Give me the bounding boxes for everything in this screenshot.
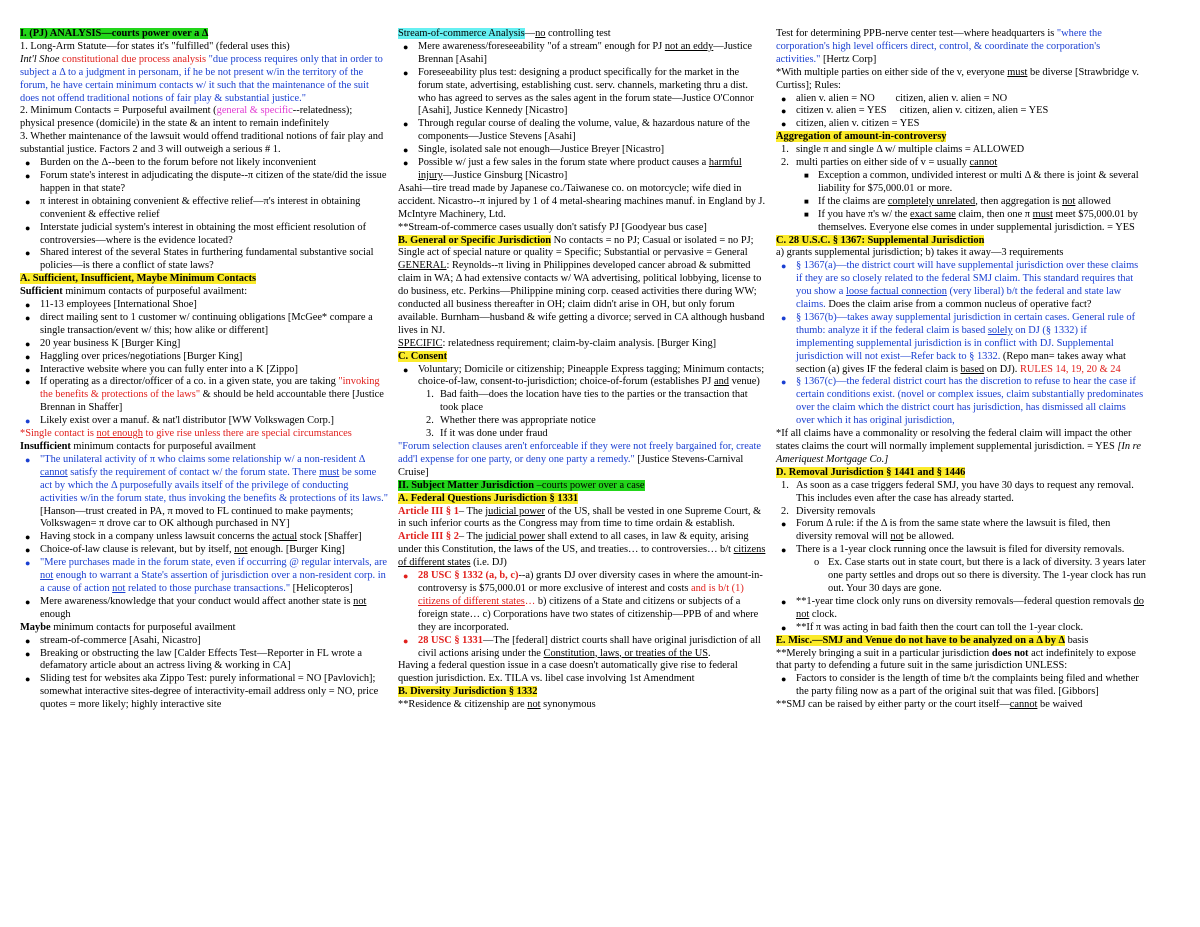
fair-play-paragraph: 3. Whether maintenance of the lawsuit would offend traditional notions of fair play and substantial justice. Factors 2 and 3 will outweigh a serious # 1. <box>20 131 384 156</box>
list-item: ● 28 USC § 1332 (a, b, c)--a) grants DJ over diversity cases in where the amount-in-controversy is $75,000.01 or more exclusive of interest and costs and is b/t (1) citizens of different states… b) citizens of a State and citizens or subjects of a foreign state… c) Corporations have two states of citizenship—PPB of and where they are incorporated. <box>403 570 763 633</box>
consent-list <box>398 364 766 390</box>
list-item: ● Burden on the Δ--been to the forum before not likely inconvenient <box>25 157 317 169</box>
supplemental-list <box>776 260 1146 428</box>
list-item: ● Possible w/ just a few sales in the forum state where product causes a harmful injury—Justice Ginsburg [Nicastro] <box>403 157 742 181</box>
nerve-center-test: Test for determining PPB-nerve center test—where headquarters is "where the corporation's high level officers direct, control, & coordinate the corporation's activities." [Hertz Corp] <box>776 28 1102 65</box>
list-item: ● Breaking or obstructing the law [Calder Effects Test—Reporter in FL wrote a defamatory article about an actress living & working in CA] <box>25 647 362 672</box>
list-item: 3. If it was done under fraud <box>426 428 548 440</box>
maybe-list <box>20 635 388 712</box>
multiple-parties-note: *With multiple parties on either side of the v, everyone must be diverse [Strawbridge v. Curtiss]; Rules: <box>776 66 1139 91</box>
supplemental-intro: a) grants supplemental jurisdiction; b) takes it away—3 requirements <box>776 247 1064 259</box>
list-item: ● Forum Δ rule: if the Δ is from the same state where the lawsuit is filed, then diversity removal will not be allowed. <box>781 518 1111 543</box>
minimum-contacts: 2. Minimum Contacts = Purposeful availment (general & specific--relatedness); physical presence (domicile) in the state & an intent to remain indefinitely <box>20 105 353 130</box>
list-item: ● Foreseeability plus test: designing a product specifically for the market in the forum state, advertising, establishing cust. serv. channels, marketing thru a dist. who has agreed to serves as the sales agent in the forum state—Justice O'Connor [Asahi], Justice Kennedy [Nicastro] <box>403 66 754 117</box>
asahi-nicastro-facts: Asahi—tire tread made by Japanese co./Taiwanese co. on motorcycle; wife died in accident. Nicastro--π injured by 1 of 4 metal-shearing machines manuf. in England by J. McIntyre Machinery, Ltd. <box>398 182 766 220</box>
list-item: ● alien v. alien = NO citizen, alien v. alien = NO <box>781 92 1008 104</box>
list-item: ■ If the claims are completely unrelated, then aggregation is not allowed <box>804 195 1111 207</box>
maybe-heading: Maybe minimum contacts for purposeful availment <box>20 621 236 633</box>
intl-shoe-paragraph: Int'l Shoe constitutional due process analysis "due process requires only that in order to subject a Δ to a judgment in personam, if he be not present w/in the territory of the forum, he have certain minimum contacts w/ it such that the maintenance of the suit does not offend traditional notions of fair play & substantial justice." <box>20 53 383 104</box>
list-item: ● Mere awareness/foreseeability "of a stream" enough for PJ not an eddy—Justice Brennan [Asahi] <box>403 40 752 65</box>
list-item: ● "Mere purchases made in the forum state, even if occurring @ regular intervals, are not enough to warrant a State's assertion of jurisdiction over a non-resident corp. in a cause of action not related to those purchase transactions." [Helicopteros] <box>25 557 388 594</box>
insufficient-heading: Insufficient minimum contacts for purposeful availment <box>20 441 256 452</box>
list-item: ● **1-year time clock only runs on diversity removals—federal question removals do not clock. <box>781 595 1144 620</box>
factors-list <box>20 157 388 273</box>
removal-list <box>776 480 1146 519</box>
federal-question-heading: A. Federal Questions Jurisdiction § 1331 <box>398 492 579 504</box>
list-item: ● Interstate judicial system's interest in obtaining the most efficient resolution of controversies—where is the evidence located? <box>25 221 367 246</box>
list-item: ● Having stock in a company unless lawsuit concerns the actual stock [Shaffer] <box>25 531 362 543</box>
list-item: ● 28 USC § 1331—The [federal] district courts shall have original jurisdiction of all civil actions arising under the Constitution, laws, or treaties of the US. <box>403 634 761 659</box>
smj-heading: II. Subject Matter Jurisdiction –courts power over a case <box>398 479 645 491</box>
specific-jurisdiction: SPECIFIC: relatedness requirement; claim-by-claim analysis. [Burger King] <box>398 337 717 349</box>
removal-sublist <box>776 518 1146 634</box>
list-item: ● If operating as a director/officer of a co. in a given state, you are taking "invoking the benefits & protections of the laws" & should be held accountable there [Justice Brennan in Shaffer] <box>25 376 384 414</box>
column-1 <box>20 28 388 712</box>
consent-sublist <box>398 389 766 441</box>
list-item: ● Forum state's interest in adjudicating the dispute--π citizen of the state/did the issue happen in that state? <box>25 169 387 194</box>
column-3 <box>776 28 1146 712</box>
list-item: ● Shared interest of the several States in furthering fundamental substantive social policies—is there a conflict of state laws? <box>25 247 374 272</box>
list-item: ● 11-13 employees [International Shoe] <box>25 299 197 311</box>
list-item: ● citizen v. alien = YES citizen, alien v. citizen, alien = YES <box>781 105 1049 117</box>
supplemental-heading: C. 28 U.S.C. § 1367: Supplemental Jurisdiction <box>776 234 985 246</box>
list-item: ● Single, isolated sale not enough—Justice Breyer [Nicastro] <box>403 144 665 156</box>
list-item: ● Haggling over prices/negotiations [Burger King] <box>25 350 243 362</box>
general-jurisdiction: GENERAL: Reynolds--π living in Philippines developed cancer abroad & submitted claim in WA; Δ had extensive contacts w/ WA advertising, political lobbying, license to do business, etc. Perkins—Philippine mining corp. ceased activities there during WW; conducted all business thereafter in OH; claim didn't arise in OH, but only forum available. Burnham—husband & wife getting a divorce; served in CA although husband lives in NJ. <box>398 260 765 336</box>
list-item: ● § 1367(a)—the district court will have supplemental jurisdiction over these claims if they are so closely related to the federal SMJ claim. This standard requires that you show a loose factual connection (very liberal) b/t the federal and state law claims. Does the claim arise from a common nucleus of operative fact? <box>781 260 1139 311</box>
aggregation-heading: Aggregation of amount-in-controversy <box>776 131 947 143</box>
list-item: ● § 1367(c)—the federal district court has the discretion to refuse to hear the case if certain conditions exist. (novel or complex issues, claim substantially predominates over the claim which the district court has jurisdiction, has dismissed all claims over which it has original jurisdiction, <box>781 376 1144 427</box>
list-item: 2. Whether there was appropriate notice <box>426 415 596 427</box>
list-item: ● Voluntary; Domicile or citizenship; Pineapple Express tagging; Minimum contacts; choice-of-law, consent-to-jurisdiction; choice-of-forum (establishes PJ and venue) <box>403 363 765 388</box>
list-item: 1. Bad faith—does the location have ties to the parties or the transaction that took place <box>426 389 748 414</box>
column-2 <box>398 28 766 712</box>
section-heading-pj-analysis: I. (PJ) ANALYSIS—courts power over a Δ <box>20 28 209 39</box>
list-item: 2. Diversity removals <box>781 505 876 517</box>
federal-question-note: Having a federal question issue in a case doesn't automatically give rise to federal question jurisdiction. Ex. TILA vs. libel case involving 1st Amendment <box>398 660 738 685</box>
merely-bringing-suit: **Merely bringing a suit in a particular jurisdiction does not act indefinitely to expose that party to defending a future suit in the same jurisdiction UNLESS: <box>776 647 1136 672</box>
section-heading-min-contacts: A. Sufficient, Insufficient, Maybe Minimum Contacts <box>20 273 257 285</box>
removal-heading: D. Removal Jurisdiction § 1441 and § 1446 <box>776 466 966 478</box>
stream-of-commerce-note: **Stream-of-commerce cases usually don't satisfy PJ [Goodyear bus case] <box>398 221 707 233</box>
insufficient-list <box>20 454 388 622</box>
list-item: 1. As soon as a case triggers federal SMJ, you have 30 days to request any removal. This includes even after the case has already started. <box>781 479 1134 504</box>
single-contact-note: *Single contact is not enough to give rise unless there are special circumstances <box>20 428 352 440</box>
list-item: ● Sliding test for websites aka Zippo Test: purely informational = NO [Pavlovich]; somewhat interactive sites-degree of interactivity-email address only = NO, price quotes = more likely; highly interactive site <box>25 673 379 711</box>
list-item: ● Factors to consider is the length of time b/t the complaints being filed and whether the party filing now as a part of the original suit that was filed. [Gibbors] <box>781 673 1139 698</box>
statute-list <box>398 570 766 660</box>
list-item: ■ If you have π's w/ the exact same claim, then one π must meet $75,000.01 by themselves. Everyone else comes in under supplemental jurisdiction. = YES <box>804 208 1138 233</box>
forum-selection-quote: "Forum selection clauses aren't enforceable if they were not freely bargained for, create add'l expense for one party, or deny one party a remedy." [Justice Stevens-Carnival Cruise] <box>398 441 761 478</box>
list-item: 2. multi parties on either side of v = usually cannot <box>781 157 998 169</box>
list-item: o Ex. Case starts out in state court, but there is a lack of diversity. 3 years later one party settles and drops out so there is diversity. The 1-year clock has run out. Your 30 days are gone. <box>814 557 1146 594</box>
list-item: ● 20 year business K [Burger King] <box>25 337 181 349</box>
list-item: ● direct mailing sent to 1 customer w/ continuing obligations [McGee* compare a single transaction/event w/ this; how alike or different] <box>25 311 373 336</box>
list-item: ● citizen, alien v. citizen = YES <box>781 118 920 130</box>
residence-note: **Residence & citizenship are not synonymous <box>398 699 596 711</box>
diversity-rules-list <box>776 93 1146 132</box>
misc-heading: E. Misc.—SMJ and Venue do not have to be analyzed on a Δ by Δ basis <box>776 634 1089 646</box>
list-item: ● Through regular course of dealing the volume, value, & hazardous nature of the components—Justice Stevens [Asahi] <box>403 118 750 143</box>
list-item: ● There is a 1-year clock running once the lawsuit is filed for diversity removals. <box>781 544 1125 556</box>
smj-waiver-note: **SMJ can be raised by either party or the court itself—cannot be waived <box>776 699 1083 711</box>
list-item: ● Choice-of-law clause is relevant, but by itself, not enough. [Burger King] <box>25 544 345 556</box>
list-item: ● Interactive website where you can fully enter into a K [Zippo] <box>25 363 298 375</box>
article-iii-sec2: Article III § 2– The judicial power shall extend to all cases, in law & equity, arising under this Constitution, the laws of the US, and treaties… to controversies… b/t citizens of different states (i.e. DJ) <box>398 531 766 569</box>
sufficient-heading: Sufficient minimum contacts of purposeful availment: <box>20 286 248 298</box>
list-item: ● § 1367(b)—takes away supplemental jurisdiction in certain cases. General rule of thumb: analyze it if the federal claim is based solely on DJ (§ 1332) if implementing supplemental jurisdiction is in conflict with DJ. Supplemental jurisdiction will not exist—Refer back to § 1332. (Repo man= takes away what section (a) gives IF the federal claim is based on DJ). RULES 14, 19, 20 & 24 <box>781 311 1136 375</box>
general-specific-heading: B. General or Specific Jurisdiction No contacts = no PJ; Casual or isolated = no PJ; Single act of special nature or quality = Specific; Substantial or pervasive = General <box>398 234 754 259</box>
list-item: ● π interest in obtaining convenient & effective relief—π's interest in obtaining convenient & effective relief <box>25 195 361 220</box>
diversity-heading: B. Diversity Jurisdiction § 1332 <box>398 686 538 698</box>
article-iii-sec1: Article III § 1– The judicial power of the US, shall be vested in one Supreme Court, & in such inferior courts as the Congress may from time to time ordain & establish. <box>398 505 762 530</box>
list-item: ■ Exception a common, undivided interest or multi Δ & there is joint & several liability for $75,000.01 or more. <box>804 169 1139 194</box>
stream-of-commerce-heading: Stream-of-commerce Analysis—no controlling test <box>398 28 611 39</box>
consent-heading: C. Consent <box>398 350 448 362</box>
list-item: ● "The unilateral activity of π who claims some relationship w/ a non-resident Δ cannot satisfy the requirement of contact w/ the forum state. There must be some act by which the Δ purposefully avails itself of the privilege of conducting activities w/in the forum state, thus invoking the benefits & protections of its laws." [Hanson—trust created in PA, π moved to FL continued to make payments; Volkswagen= π drove car to OK although purchased in NY] <box>25 453 388 530</box>
list-item: ● **If π was acting in bad faith then the court can toll the 1-year clock. <box>781 621 1084 633</box>
aggregation-sublist <box>776 170 1146 235</box>
sufficient-list <box>20 299 388 428</box>
list-item: ● Mere awareness/knowledge that your conduct would affect another state is not enough <box>25 595 367 620</box>
misc-list <box>776 673 1146 699</box>
list-item: ● stream-of-commerce [Asahi, Nicastro] <box>25 634 201 646</box>
commonality-note: *If all claims have a commonality or resolving the federal claim will impact the other states claims the court will normally implement supplemental jurisdiction. = YES [In re Ameriquest Mortgage Co.] <box>776 428 1141 465</box>
long-arm-statute: 1. Long-Arm Statute—for states it's "fulfilled" (federal uses this) <box>20 40 290 52</box>
stream-of-commerce-list <box>398 41 766 183</box>
list-item: ● Likely exist over a manuf. & nat'l distributor [WW Volkswagen Corp.] <box>25 415 334 427</box>
aggregation-list <box>776 144 1146 170</box>
list-item: 1. single π and single Δ w/ multiple claims = ALLOWED <box>781 144 1025 156</box>
